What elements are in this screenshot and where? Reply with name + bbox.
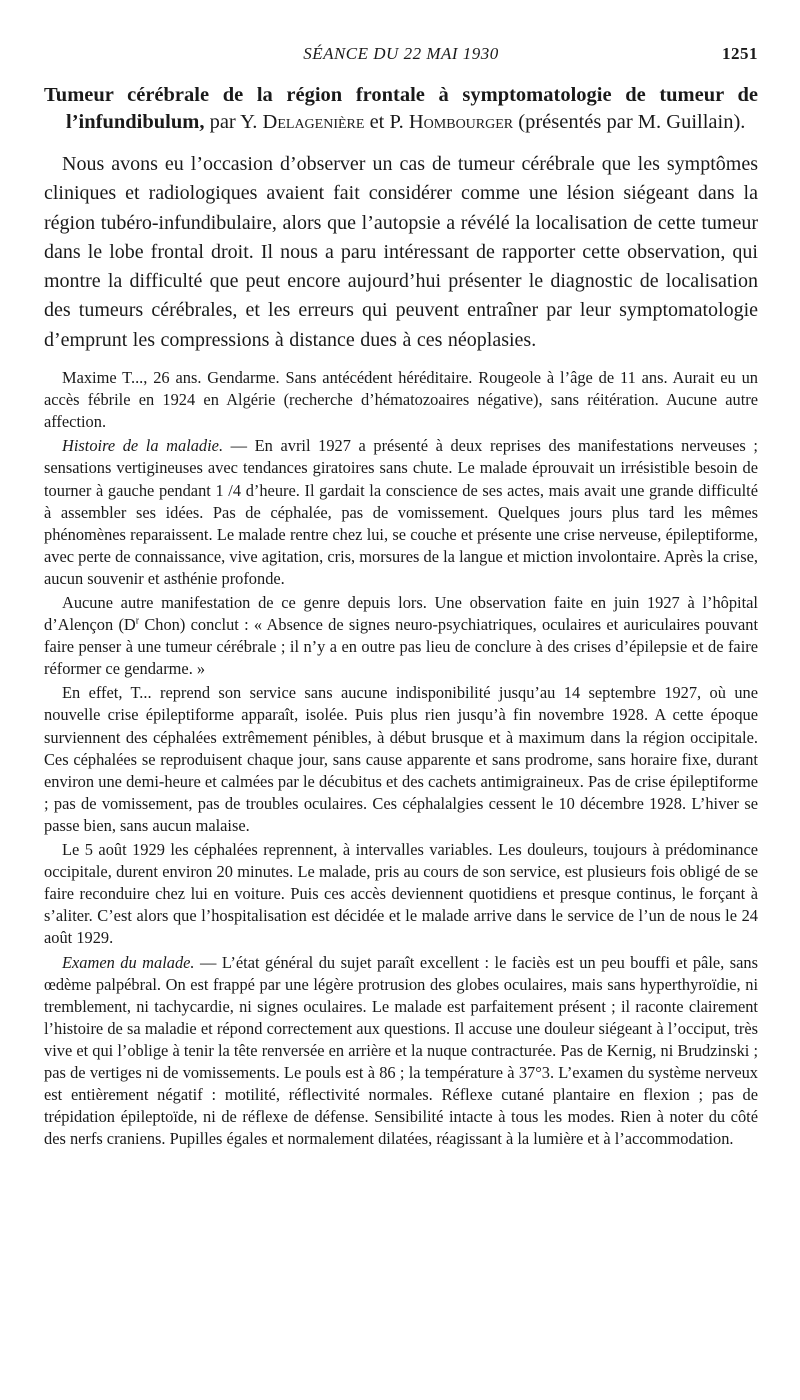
alencon-text-before: Aucune autre manifestation de ce genre depuis lors. Une observation faite en juin 1927 à l’hôpital d’Alençon (D bbox=[44, 593, 758, 635]
disease-history-text: — En avril 1927 a présenté à deux reprises des manifestations nerveuses ; sensations vertigineuses avec tendances giratoires sans chute. Le malade éprouvait un irrésistible besoin de tourner à gauche pendant 1 /4 d’heure. Il gardait la conscience de ses actes, mais avait une grande difficulté à assembler ses idées. Pas de céphalée, pas de vomissement. Quelques jours plus tard les mêmes phénomènes reparaissent. Le malade rentre chez lui, se couche et présente une crise nerveuse, épileptiforme, avec perte de connaissance, vive agitation, cris, morsures de la langue et miction involontaire. Après la crise, aucun souvenir et asthénie profonde. bbox=[44, 436, 758, 588]
journal-page bbox=[44, 44, 758, 1150]
article-title-and: et P. bbox=[369, 111, 404, 133]
author-delageniere: Delagenière bbox=[262, 111, 365, 133]
disease-history-heading: Histoire de la maladie. bbox=[62, 436, 224, 456]
examination-heading: Examen du malade. bbox=[62, 952, 195, 972]
patient-history-paragraph: Maxime T..., 26 ans. Gendarme. Sans antécédent héréditaire. Rougeole à l’âge de 11 ans. Aurait eu un accès fébrile en 1924 en Algérie (recherche d’hématozoaires négative), sans réitération. Aucune autre affection. bbox=[44, 368, 758, 432]
author-hombourger: Hombourger bbox=[408, 111, 514, 133]
headache-episode-paragraph: En effet, T... reprend son service sans aucune indisponibilité jusqu’au 14 septembre 1927, où une nouvelle crise épileptiforme apparaît, isolée. Puis plus rien jusqu’à fin novembre 1928. A cette époque surviennent des céphalées extrêmement pénibles, à début brusque et à maximum dans la région occipitale. Ces céphalées se reproduisent chaque jour, sans cause apparente et sans prodrome, sans horaire fixe, durant environ une demi-heure et calmées par le décubitus et des cachets antimigraineux. Pas de crise épileptiforme ; pas de vomissement, pas de troubles oculaires. Ces céphalalgies cessent le 10 décembre 1928. L’hiver se passe bien, sans aucun malaise. bbox=[44, 683, 758, 835]
doctor-superscript: r bbox=[135, 615, 140, 627]
examination-text: — L’état général du sujet paraît excellent : le faciès est un peu bouffi et pâle, sans œdème palpébral. On est frappé par une légère protrusion des globes oculaires, mais sans hyperthyroïdie, ni tremblement, ni tachycardie, ni signes oculaires. Le malade est parfaitement présent ; il raconte clairement l’histoire de sa maladie et répond correctement aux questions. Il accuse une douleur siégeant à l’occiput, très vive et qui l’oblige à tenir la tête renversée en arrière et la nuque contracturée. Pas de Kernig, ni Brudzinski ; pas de vertiges ni de vomissements. Le pouls est à 86 ; la température à 37°3. L’examen du système nerveux est entièrement négatif : motilité, réflectivité normales. Réflexe cutané plantaire en flexion ; pas de trépidation épileptoïde, ni de réflexe de défense. Sensibilité intacte à tous les modes. Rien à noter du côté des nerfs craniens. Pupilles égales et normalement dilatées, réagissant à la lumière et à l’accommodation. bbox=[44, 952, 758, 1149]
running-head-title: SÉANCE DU 22 MAI 1930 bbox=[303, 44, 499, 63]
running-head bbox=[44, 44, 758, 70]
intro-paragraph: Nous avons eu l’occasion d’observer un cas de tumeur cérébrale que les symptômes cliniques et radiologiques avaient fait considérer comme une lésion siégeant dans la région tubéro-infundibulaire, alors que l’autopsie a révélé la localisation de cette tumeur dans le lobe frontal droit. Il nous a paru intéressant de rapporter cette observation, qui montre la difficulté que peut encore aujourd’hui présenter le diagnostic de localisation des tumeurs cérébrales, et les erreurs qui peuvent entraîner par leur symptomatologie d’emprunt les compressions à distance dues à ces néoplasies. bbox=[44, 153, 758, 351]
alencon-observation-paragraph bbox=[44, 592, 758, 680]
hospitalisation-paragraph: Le 5 août 1929 les céphalées reprennent, à intervalles variables. Les douleurs, toujours à prédominance occipitale, durent environ 20 minutes. Le malade, pris au cours de son service, est plusieurs fois obligé de se faire reconduire chez lui en voiture. Puis ces accès deviennent quotidiens et presque continus, le forçant à s’aliter. C’est alors que l’hospitalisation est décidée et le malade arrive dans le service de l’un de nous le 24 août 1929. bbox=[44, 840, 758, 948]
article-title-presented: (présentés par M. Guillain). bbox=[518, 111, 746, 133]
alencon-text-after: Chon) conclut : « Absence de signes neuro-psychiatriques, oculaires et auriculaires pouvant faire penser à une tumeur cérébrale ; il n’y a en outre pas lieu de conclure à des crises d’épilepsie et de faire réformer ce gendarme. » bbox=[44, 615, 758, 679]
page-number: 1251 bbox=[722, 44, 758, 63]
disease-history-paragraph bbox=[44, 435, 758, 590]
article-title-main: Tumeur cérébrale de la région frontale à symptomatologie de tumeur de l’infundibulum, bbox=[44, 84, 758, 133]
case-report bbox=[44, 367, 758, 1150]
article-title-by: par Y. bbox=[209, 111, 258, 133]
examination-paragraph bbox=[44, 952, 758, 1151]
article-title bbox=[44, 82, 758, 136]
